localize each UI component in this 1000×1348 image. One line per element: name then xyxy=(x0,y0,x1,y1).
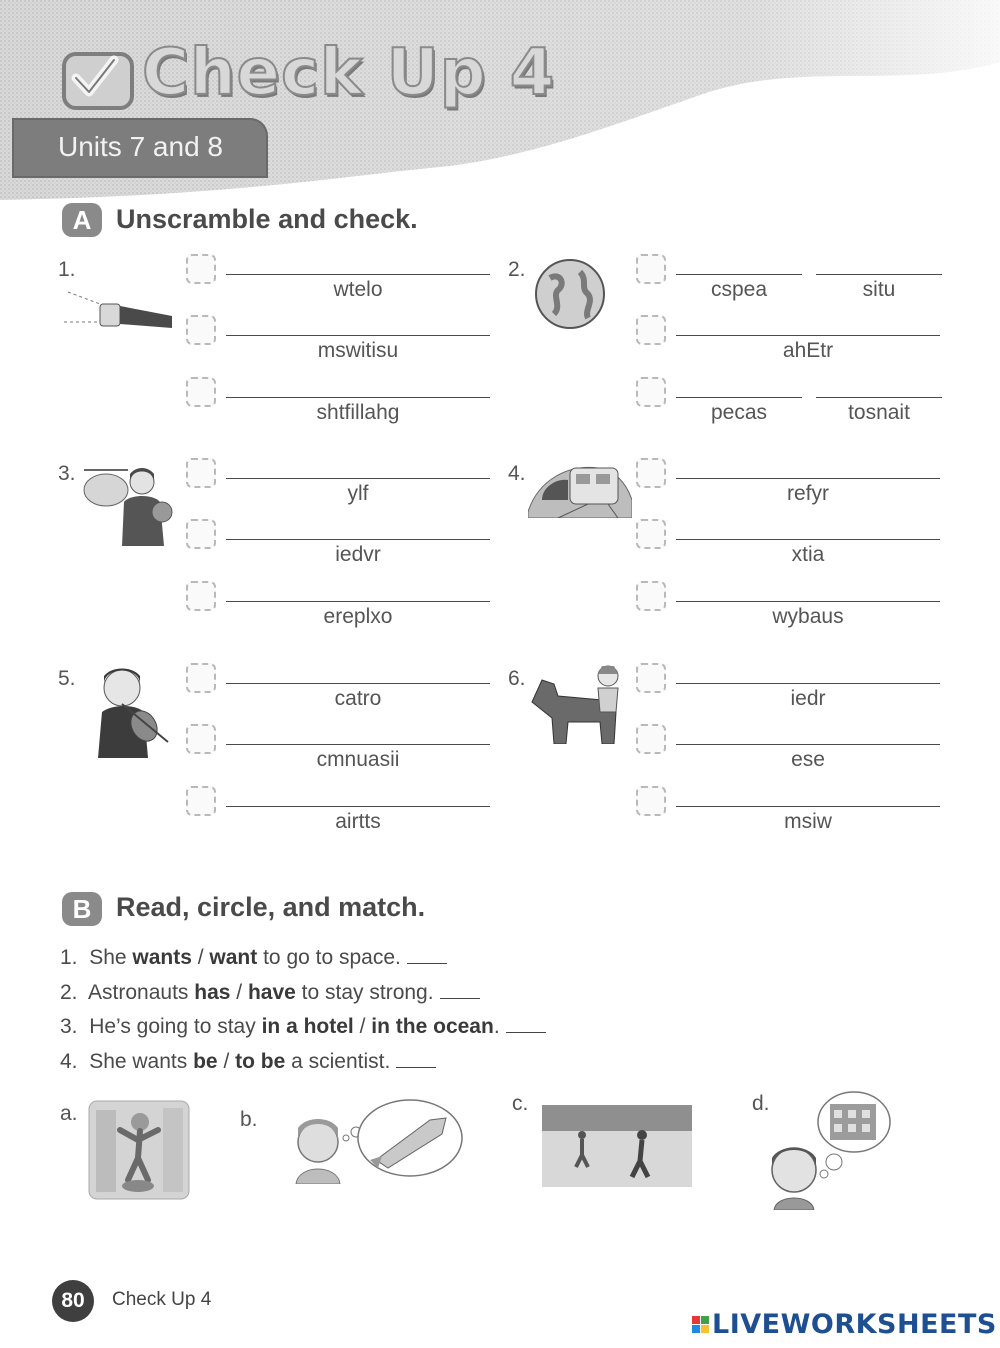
liveworksheets-logo[interactable] xyxy=(692,1309,997,1340)
picture-label-d: d. xyxy=(752,1092,770,1115)
answer-blank[interactable] xyxy=(440,998,480,999)
answer-line[interactable] xyxy=(226,335,490,336)
item-number: 4. xyxy=(508,462,526,485)
answer-checkbox[interactable] xyxy=(186,724,216,754)
answer-checkbox[interactable] xyxy=(636,663,666,693)
scrambled-word: iedvr xyxy=(335,543,381,566)
item-number: 1. xyxy=(58,258,76,281)
answer-line[interactable] xyxy=(676,539,940,540)
picture-label-a: a. xyxy=(60,1102,78,1125)
boy-dreaming-hotel-picture xyxy=(764,1088,894,1210)
liveworksheets-brand: LIVEWORKSHEETS xyxy=(712,1309,997,1340)
scrambled-word: shtfillahg xyxy=(316,401,400,424)
answer-checkbox[interactable] xyxy=(636,377,666,407)
answer-checkbox[interactable] xyxy=(186,786,216,816)
girl-dreaming-rocket-picture xyxy=(290,1098,466,1184)
answer-checkbox[interactable] xyxy=(636,519,666,549)
scrambled-word: mswitisu xyxy=(317,339,399,362)
train-tunnel-picture xyxy=(528,460,632,523)
sentence-2: 2. Astronauts has / have to stay strong. xyxy=(60,981,480,1005)
answer-line[interactable] xyxy=(676,478,940,479)
picture-label-c: c. xyxy=(512,1092,529,1115)
section-b-title: Read, circle, and match. xyxy=(116,892,426,922)
footer-title: Check Up 4 xyxy=(112,1289,212,1310)
answer-line[interactable] xyxy=(226,601,490,602)
answer-checkbox[interactable] xyxy=(186,663,216,693)
scrambled-word: airtts xyxy=(335,810,381,833)
page-number: 80 xyxy=(52,1280,94,1322)
scrambled-word: msiw xyxy=(784,810,832,833)
scrambled-word: ylf xyxy=(347,482,369,505)
answer-checkbox[interactable] xyxy=(636,254,666,284)
scrambled-word: wtelo xyxy=(333,278,383,301)
option-has[interactable]: has xyxy=(194,981,231,1004)
answer-checkbox[interactable] xyxy=(186,315,216,345)
answer-checkbox[interactable] xyxy=(186,581,216,611)
flashlight-picture xyxy=(60,282,180,347)
answer-line[interactable] xyxy=(226,274,490,275)
answer-line[interactable] xyxy=(676,397,802,398)
answer-line[interactable] xyxy=(676,806,940,807)
option-to-be[interactable]: to be xyxy=(235,1050,286,1073)
answer-line[interactable] xyxy=(226,744,490,745)
liveworksheets-icon xyxy=(692,1316,709,1333)
answer-checkbox[interactable] xyxy=(186,254,216,284)
answer-checkbox[interactable] xyxy=(636,724,666,754)
item-number: 6. xyxy=(508,667,526,690)
section-b-badge: B xyxy=(62,892,102,926)
answer-line[interactable] xyxy=(226,539,490,540)
answer-line[interactable] xyxy=(676,744,940,745)
section-a-badge: A xyxy=(62,203,102,237)
boy-exercising-picture xyxy=(88,1100,190,1200)
answer-line[interactable] xyxy=(676,683,940,684)
answer-blank[interactable] xyxy=(396,1067,436,1068)
item-number: 5. xyxy=(58,667,76,690)
answer-line[interactable] xyxy=(676,274,802,275)
option-in-a-hotel[interactable]: in a hotel xyxy=(261,1015,354,1038)
option-wants[interactable]: wants xyxy=(132,946,192,969)
answer-checkbox[interactable] xyxy=(636,786,666,816)
answer-blank[interactable] xyxy=(506,1032,546,1033)
answer-checkbox[interactable] xyxy=(186,519,216,549)
option-be[interactable]: be xyxy=(193,1050,218,1073)
answer-line[interactable] xyxy=(816,397,942,398)
sentence-4: 4. She wants be / to be a scientist. xyxy=(60,1050,436,1074)
sentence-3: 3. He’s going to stay in a hotel / in the ocean. xyxy=(60,1015,546,1039)
answer-line[interactable] xyxy=(676,335,940,336)
item-number: 2. xyxy=(508,258,526,281)
scrambled-word: situ xyxy=(862,278,896,301)
answer-line[interactable] xyxy=(226,683,490,684)
answer-line[interactable] xyxy=(226,397,490,398)
scrambled-word: cspea xyxy=(710,278,768,301)
subtitle: Units 7 and 8 xyxy=(58,131,223,162)
scrambled-word: refyr xyxy=(787,482,829,505)
option-have[interactable]: have xyxy=(247,981,296,1004)
scrambled-word: pecas xyxy=(710,401,768,424)
answer-line[interactable] xyxy=(226,478,490,479)
earth-picture xyxy=(532,258,608,335)
item-number: 3. xyxy=(58,462,76,485)
answer-checkbox[interactable] xyxy=(636,315,666,345)
scrambled-word: iedr xyxy=(790,687,826,710)
scrambled-word: tosnait xyxy=(848,401,910,424)
option-want[interactable]: want xyxy=(209,946,258,969)
answer-line[interactable] xyxy=(676,601,940,602)
answer-checkbox[interactable] xyxy=(636,581,666,611)
boy-helicopter-picture xyxy=(80,460,180,553)
picture-label-b: b. xyxy=(240,1108,258,1131)
scrambled-word: catro xyxy=(334,687,382,710)
answer-line[interactable] xyxy=(816,274,942,275)
answer-line[interactable] xyxy=(226,806,490,807)
answer-checkbox[interactable] xyxy=(636,458,666,488)
option-in-the-ocean[interactable]: in the ocean xyxy=(371,1015,494,1038)
scrambled-word: cmnuasii xyxy=(316,748,400,771)
page-title: Check Up 4 xyxy=(142,36,556,110)
scrambled-word: xtia xyxy=(791,543,825,566)
section-a-title: Unscramble and check. xyxy=(116,204,418,234)
horse-rider-picture xyxy=(528,662,628,749)
check-mark-icon xyxy=(62,52,134,110)
scrambled-word: ereplxo xyxy=(323,605,393,628)
scrambled-word: wybaus xyxy=(772,605,844,628)
scrambled-word: ese xyxy=(791,748,825,771)
answer-blank[interactable] xyxy=(407,963,447,964)
people-on-ice-picture xyxy=(542,1105,692,1187)
sentence-1: 1. She wants / want to go to space. xyxy=(60,946,447,970)
violinist-picture xyxy=(82,664,172,763)
scrambled-word: ahEtr xyxy=(782,339,834,362)
answer-checkbox[interactable] xyxy=(186,458,216,488)
answer-checkbox[interactable] xyxy=(186,377,216,407)
